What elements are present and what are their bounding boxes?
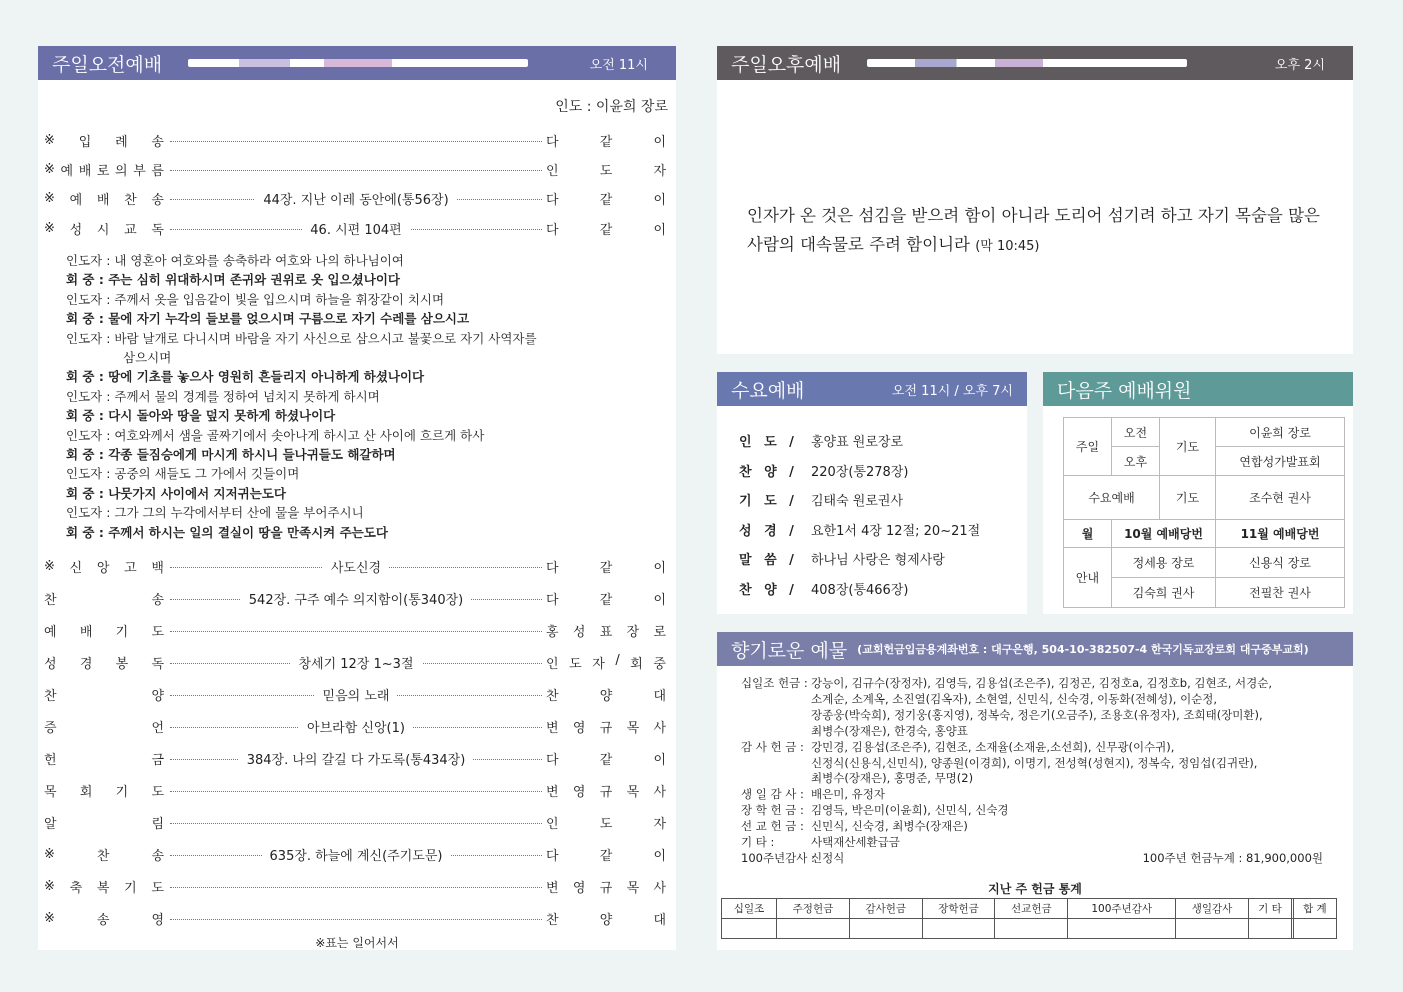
order2-item-7 [38, 781, 673, 803]
stats-cell [849, 919, 922, 939]
order-label: ※ 송 영 [44, 911, 164, 928]
reading-line: 인도자 : 내 영혼아 여호와를 송축하라 여호와 나의 하나님이여 [66, 253, 404, 268]
order2-item-5 [38, 717, 673, 739]
wed-label: 수요예배 [1064, 476, 1160, 520]
order-label: 알 림 [44, 817, 164, 832]
order-performer: 찬 양 대 [546, 689, 666, 704]
order-content: 사도신경 [170, 557, 542, 576]
stats-header: 선교헌금 [995, 899, 1068, 919]
wed-prayer-label: 기도 [1160, 476, 1216, 520]
stats-header: 기 타 [1248, 899, 1291, 919]
header-bar [867, 59, 1187, 67]
offering-names: 배은미, 유정자 [811, 787, 885, 802]
next-week-panel [1043, 372, 1353, 614]
wednesday-header [717, 372, 1027, 406]
order2-item-0 [38, 557, 673, 579]
offering-line [741, 771, 1341, 787]
order2-item-3 [38, 653, 673, 675]
stats-cell [722, 919, 777, 939]
reading-line: 회 중 : 주께서 하시는 일의 결실이 땅을 만족시켜 주는도다 [66, 524, 388, 540]
wednesday-row [739, 544, 1019, 574]
order2-item-10 [38, 877, 673, 899]
offering-line [741, 676, 1341, 692]
reading-line: 인도자 : 주께서 옷을 입음같이 빛을 입으시며 하늘을 휘장같이 치시며 [66, 291, 445, 307]
stats-cell [995, 919, 1068, 939]
am-label: 오전 [1112, 418, 1160, 447]
order-performer: 홍 성 표 장 로 [546, 625, 666, 640]
scripture-verse [747, 201, 1327, 261]
offering-names: 강능이, 김규수(장정자), 김영득, 김용섭(조은주), 김정곤, 김정호a, 김정호b, 김현조, 서경순, [811, 676, 1273, 690]
order-content: 믿음의 노래 [170, 685, 542, 704]
reading-line: 삼으시며 [123, 350, 172, 366]
offering-line [741, 724, 1341, 740]
stats-cell [1176, 919, 1249, 939]
order-label: ※ 예 배 로 의 부 름 [44, 162, 164, 180]
wednesday-value: 하나님 사랑은 형제사랑 [811, 553, 945, 569]
offering-line [741, 756, 1341, 772]
order-item-3 [38, 219, 673, 241]
offering-names: 신민식, 신숙경, 최병수(장재은) [811, 819, 968, 834]
order-content: 46. 시편 104편 [170, 219, 542, 238]
offering-header [717, 632, 1353, 666]
morning-panel [38, 46, 676, 950]
offering-list [741, 676, 1341, 867]
morning-header [38, 46, 676, 80]
wednesday-value: 김태숙 원로권사 [811, 494, 904, 510]
order-performer: 다 같 이 [546, 561, 666, 576]
stats-title: 지난 주 헌금 통계 [988, 882, 1082, 896]
next-week-title: 다음주 예배위원 [1057, 379, 1192, 402]
order-label: 헌 금 [44, 753, 164, 768]
stats-header: 주정헌금 [777, 899, 850, 919]
offering-key: 선 교 헌 금 : [741, 819, 804, 834]
offering-panel [717, 632, 1353, 950]
guide-2: 신용식 장로 [1216, 548, 1345, 578]
order-item-2 [38, 189, 673, 211]
reading-line: 인도자 : 그가 그의 누각에서부터 산에 물을 부어주시니 [66, 505, 364, 521]
order-label: 찬 송 [44, 593, 164, 608]
order-performer: 다 같 이 [546, 222, 666, 238]
offering-line [741, 819, 1341, 835]
order-label: 찬 양 [44, 689, 164, 704]
order-performer: 변 영 규 목 사 [546, 785, 666, 800]
wednesday-list [739, 426, 1019, 603]
stats-header: 감사헌금 [849, 899, 922, 919]
offering-key: 생 일 감 사 : [741, 787, 804, 802]
verse-ref: (막 10:45) [975, 239, 1040, 254]
verse-text: 인자가 온 것은 섬김을 받으려 함이 아니라 도리어 섬기려 하고 자기 목숨을 많은 사람의 대속물로 주려 함이니라 [747, 206, 1320, 254]
order-content: 384장. 나의 갈길 다 가도록(통434장) [170, 749, 542, 768]
guide-1: 정세용 장로 [1112, 548, 1216, 578]
wed-name: 조수현 권사 [1216, 476, 1345, 520]
reading-line: 인도자 : 바람 날개로 다니시며 바람을 자기 사신으로 삼으시고 불꽃으로 자기 사역자를 [66, 330, 537, 346]
guide-label: 안내 [1064, 548, 1112, 608]
reading-line: 인도자 : 공중의 새들도 그 가에서 깃들이며 [66, 466, 300, 482]
offering-line [741, 803, 1341, 819]
order-performer: 다 같 이 [546, 753, 666, 768]
offering-line [741, 835, 1341, 851]
order-performer: 인 도 자 / 회 중 [546, 653, 666, 672]
order2-item-6 [38, 749, 673, 771]
oct-label: 10월 예배당번 [1112, 520, 1216, 548]
wednesday-row [739, 574, 1019, 604]
offering-names: 사택재산세환급금 [811, 835, 900, 850]
nov-label: 11월 예배당번 [1216, 520, 1345, 548]
stats-cell [777, 919, 850, 939]
offering-names: 신정식 [811, 850, 845, 865]
wednesday-title: 수요예배 [731, 379, 805, 402]
order-label: ※ 찬 송 [44, 847, 164, 864]
stats-cell [1248, 919, 1291, 939]
order-label: ※ 신 앙 고 백 [44, 559, 164, 576]
order-label: ※ 입 례 송 [44, 133, 164, 150]
stats-header: 100주년감사 [1068, 899, 1176, 919]
order-performer: 다 같 이 [546, 135, 666, 150]
wednesday-key: 인 도 / [739, 435, 798, 451]
offering-names: 김영득, 박은미(이윤희), 신민식, 신숙경 [811, 803, 1009, 818]
stats-cell [1068, 919, 1176, 939]
reading-line: 회 중 : 나뭇가지 사이에서 지저귀는도다 [66, 485, 286, 501]
pm-label: 오후 [1112, 447, 1160, 476]
order-label: ※ 축 복 기 도 [44, 879, 164, 896]
offering-names: 장종웅(박숙희), 정기웅(홍지영), 정복숙, 정은기(오금주), 조용호(유정자), 조희태(장미환), [811, 707, 1263, 722]
am-name: 이윤희 장로 [1216, 418, 1345, 447]
offering-key [741, 692, 811, 708]
morning-time: 오전 11시 [589, 57, 648, 73]
stats-header: 장학헌금 [922, 899, 995, 919]
offering-key [741, 756, 811, 772]
wednesday-key: 찬 양 / [739, 464, 798, 480]
order-performer: 변 영 규 목 사 [546, 721, 666, 736]
reading-line: 회 중 : 주는 심히 위대하시며 존귀와 권위로 옷 입으셨나이다 [66, 272, 400, 288]
offering-key: 감 사 헌 금 : [741, 739, 804, 754]
account-info: (교회헌금입금용계좌번호 : 대구은행, 504-10-382507-4 한국기독교장로회 대구중부교회) [857, 643, 1309, 656]
wednesday-key: 기 도 / [739, 494, 798, 510]
pm-name: 연합성가발표회 [1216, 447, 1345, 476]
offering-key [741, 708, 811, 724]
offering-key: 장 학 헌 금 : [741, 803, 804, 818]
order2-item-4 [38, 685, 673, 707]
order2-item-2 [38, 621, 673, 643]
order-performer: 다 같 이 [546, 849, 666, 864]
wednesday-key: 말 씀 / [739, 553, 798, 569]
stats-cell [922, 919, 995, 939]
header-bar [188, 59, 528, 67]
order-performer: 인 도 자 [546, 817, 666, 832]
reading-line: 회 중 : 다시 돌아와 땅을 덮지 못하게 하셨나이다 [66, 408, 336, 424]
wednesday-time: 오전 11시 / 오후 7시 [891, 383, 1013, 399]
order-item-1 [38, 160, 673, 182]
order2-item-9 [38, 845, 673, 867]
order-label: ※ 성 시 교 독 [44, 220, 164, 238]
standing-note: ※표는 일어서서 [315, 936, 399, 950]
next-week-table [1063, 417, 1345, 608]
afternoon-title: 주일오후예배 [731, 53, 842, 76]
order2-item-8 [38, 813, 673, 835]
centennial-total: 100주년 헌금누계 : 81,900,000원 [1142, 851, 1323, 865]
offering-names: 강민경, 김용섭(조은주), 김현조, 소재율(소재윤,소선희), 신무광(이수귀), [811, 739, 1175, 754]
order2-item-1 [38, 589, 673, 611]
offering-names: 최병수(장재은), 홍명준, 무명(2) [811, 771, 974, 786]
order-label: 성 경 봉 독 [44, 657, 164, 672]
sunday-label: 주일 [1064, 418, 1112, 476]
order-performer: 인 도 자 [546, 164, 666, 180]
wednesday-value: 408장(통466장) [811, 582, 909, 598]
reading-line: 회 중 : 땅에 기초를 놓으사 영원히 흔들리지 아니하게 하셨나이다 [66, 369, 425, 385]
reading-line: 회 중 : 물에 자기 누각의 들보를 얹으시며 구름으로 자기 수레를 삼으시고 [66, 311, 470, 327]
wednesday-row [739, 456, 1019, 486]
guide-4: 전필찬 권사 [1216, 578, 1345, 608]
offering-key [741, 771, 811, 787]
reading-line: 인도자 : 주께서 물의 경계를 정하여 넘치지 못하게 하시며 [66, 388, 380, 404]
offering-line [741, 708, 1341, 724]
order-content: 창세기 12장 1~3절 [170, 653, 542, 672]
order-item-0 [38, 131, 673, 153]
order-performer: 다 같 이 [546, 193, 666, 209]
order-label: 목 회 기 도 [44, 785, 164, 800]
offering-key: 십일조 헌금 : [741, 676, 808, 690]
offering-names: 최병수(장재은), 한경숙, 홍양표 [811, 723, 968, 738]
morning-title: 주일오전예배 [52, 53, 163, 76]
guide-3: 김숙희 권사 [1112, 578, 1216, 608]
order-content: 635장. 하늘에 계신(주기도문) [170, 845, 542, 864]
next-week-header [1043, 372, 1353, 406]
order-performer: 변 영 규 목 사 [546, 881, 666, 896]
stats-header: 십일조 [722, 899, 777, 919]
order-performer: 다 같 이 [546, 593, 666, 608]
offering-names: 소계순, 소계옥, 소진열(김옥자), 소현열, 신민식, 신숙경, 이동화(전혜성), 이순정, [811, 691, 1218, 706]
leader-line: 인도 : 이윤희 장로 [555, 99, 668, 115]
offering-line [741, 787, 1341, 803]
wednesday-row [739, 485, 1019, 515]
afternoon-panel [717, 46, 1353, 354]
offering-key: 기 타 : [741, 835, 775, 850]
wednesday-panel [717, 372, 1027, 614]
offering-names: 신정식(신용식,신민식), 양종원(이경희), 이명기, 전성혁(성현지), 정복숙, 정임섭(김귀란), [811, 755, 1258, 770]
responsive-reading [66, 251, 646, 542]
stats-header: 생일감사 [1176, 899, 1249, 919]
offering-line [741, 740, 1341, 756]
stats-table [721, 898, 1337, 939]
order2-item-11 [38, 909, 673, 931]
order-content: 542장. 구주 예수 의지함이(통340장) [170, 589, 542, 608]
wednesday-row [739, 426, 1019, 456]
order-performer: 찬 양 대 [546, 913, 666, 928]
afternoon-header [717, 46, 1353, 80]
reading-line: 인도자 : 여호와께서 샘을 골짜기에서 솟아나게 하시고 산 사이에 흐르게 하사 [66, 427, 485, 443]
offering-title: 향기로운 예물 [731, 639, 848, 662]
offering-key [741, 724, 811, 740]
order-label: 증 언 [44, 721, 164, 736]
wednesday-key: 찬 양 / [739, 582, 798, 598]
afternoon-time: 오후 2시 [1274, 57, 1325, 73]
month-label: 월 [1064, 520, 1112, 548]
wednesday-value: 홍양표 원로장로 [811, 435, 904, 451]
order-label: 예 배 기 도 [44, 625, 164, 640]
order-label: ※ 예 배 찬 송 [44, 191, 164, 209]
offering-key: 100주년감사 : [741, 850, 815, 865]
offering-line [741, 692, 1341, 708]
wednesday-key: 성 경 / [739, 523, 798, 539]
order-content: 아브라함 신앙(1) [170, 717, 542, 736]
wednesday-value: 220장(통278장) [811, 464, 909, 480]
stats-header: 합 계 [1293, 899, 1336, 919]
order-content: 44장. 지난 이레 동안에(통56장) [170, 189, 542, 208]
prayer-label: 기도 [1160, 418, 1216, 476]
wednesday-row [739, 515, 1019, 545]
reading-line: 회 중 : 각종 들짐승에게 마시게 하시니 들나귀들도 해갈하며 [66, 447, 396, 463]
wednesday-value: 요한1서 4장 12절; 20~21절 [811, 523, 981, 539]
stats-cell [1293, 919, 1336, 939]
